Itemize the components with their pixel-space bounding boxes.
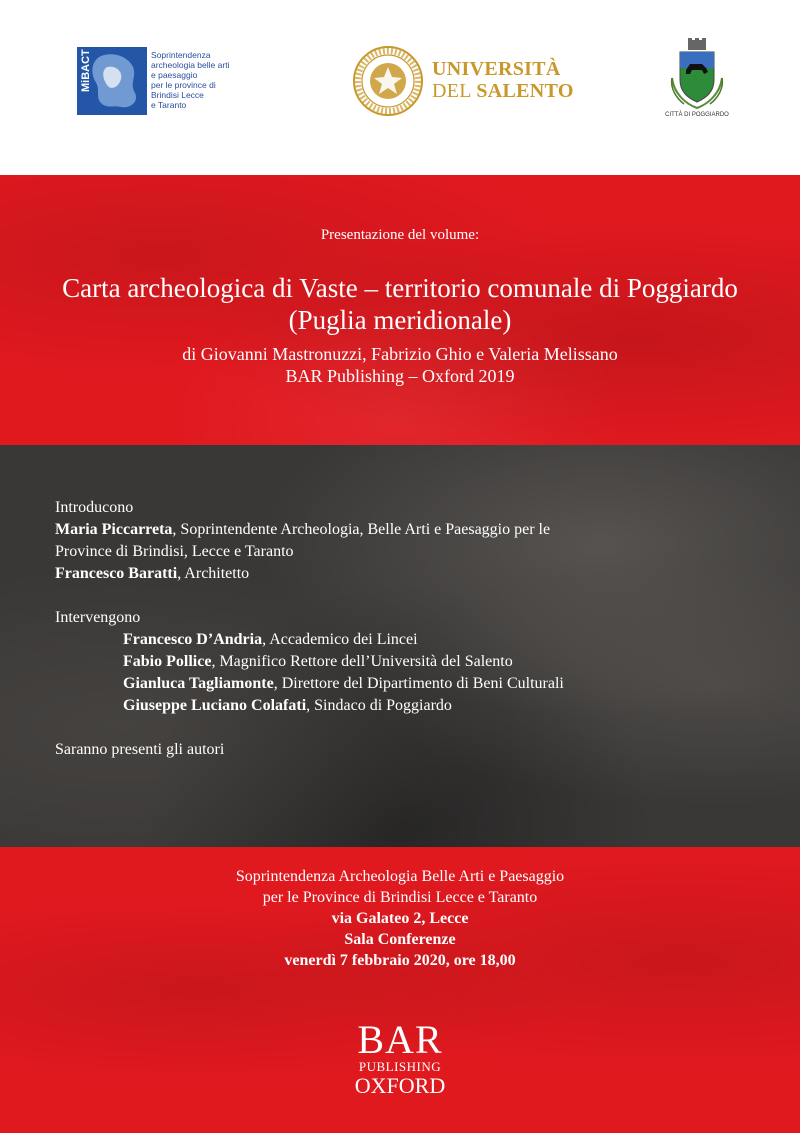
speaker-role: , Accademico dei Lincei — [262, 631, 418, 648]
venue-line1: Soprintendenza Archeologia Belle Arti e Paesaggio — [235, 868, 565, 885]
program — [55, 497, 775, 761]
event-datetime: venerdì 7 febbraio 2020, ore 18,00 — [284, 952, 516, 969]
closing-note: Saranno presenti gli autori — [55, 741, 225, 758]
speaker-role: , Direttore del Dipartimento di Beni Culturali — [273, 675, 564, 692]
speaker-name: Maria Piccarreta — [55, 521, 173, 538]
speaker-item — [55, 629, 775, 651]
mibact-text — [151, 50, 271, 110]
mibact-mark-icon — [77, 47, 147, 115]
venue-room: Sala Conferenze — [344, 931, 456, 948]
poggiardo-caption: CITTÀ DI POGGIARDO — [665, 112, 729, 118]
poggiardo-crest-icon — [662, 38, 732, 112]
speaker-name: Francesco D’Andria — [123, 631, 263, 648]
unisalento-logo — [352, 45, 582, 120]
intro-item — [55, 519, 775, 541]
speaker-name: Francesco Baratti — [55, 565, 178, 582]
speaker-name: Giuseppe Luciano Colafati — [123, 697, 307, 714]
book-publisher: BAR Publishing – Oxford 2019 — [285, 366, 515, 386]
speaker-item — [55, 651, 775, 673]
bar-logo-bar: BAR — [357, 1017, 443, 1062]
venue-line2: per le Province di Brindisi Lecce e Taranto — [262, 889, 538, 906]
bar-publishing-logo — [0, 1017, 800, 1098]
speaker-item — [55, 695, 775, 717]
mibact-line: e Taranto — [151, 100, 187, 110]
university-name — [432, 58, 574, 102]
poggiardo-logo — [662, 38, 732, 123]
mibact-line: Brindisi Lecce — [151, 90, 204, 100]
book-title-line2: (Puglia meridionale) — [288, 305, 512, 335]
book-title — [0, 272, 800, 336]
intro-item-continued: Province di Brindisi, Lecce e Taranto — [55, 543, 294, 560]
speaker-role: , Soprintendente Archeologia, Belle Arti e Paesaggio per le — [172, 521, 551, 538]
speaker-role: , Magnifico Rettore dell’Università del Salento — [211, 653, 513, 670]
mibact-line: archeologia belle arti — [151, 60, 230, 70]
university-name-line1: UNIVERSITÀ — [432, 58, 561, 80]
university-name-salento: SALENTO — [476, 80, 574, 102]
mibact-logo — [77, 47, 267, 117]
speaker-role: , Architetto — [177, 565, 250, 582]
bar-logo-oxford: OXFORD — [354, 1073, 446, 1098]
speakers-heading: Intervengono — [55, 609, 141, 626]
book-authors: di Giovanni Mastronuzzi, Fabrizio Ghio e Valeria Melissano — [182, 344, 618, 364]
university-name-del: DEL — [432, 80, 472, 102]
mibact-line: Soprintendenza — [151, 50, 211, 60]
presentation-label: Presentazione del volume: — [320, 227, 480, 243]
mibact-line: per le province di — [151, 80, 216, 90]
university-seal-icon — [352, 45, 424, 117]
speaker-role: , Sindaco di Poggiardo — [306, 697, 452, 714]
intro-item — [55, 563, 775, 585]
mibact-line: e paesaggio — [151, 70, 198, 80]
speaker-item — [55, 673, 775, 695]
mibact-mark-text: MiBACT — [80, 49, 92, 92]
venue-info — [0, 866, 800, 971]
book-credits — [0, 343, 800, 387]
venue-address: via Galateo 2, Lecce — [331, 910, 469, 927]
speaker-name: Fabio Pollice — [123, 653, 212, 670]
speaker-name: Gianluca Tagliamonte — [123, 675, 274, 692]
bar-logo-publishing: PUBLISHING — [358, 1059, 442, 1074]
header-logos — [0, 0, 800, 175]
intro-heading: Introducono — [55, 499, 134, 516]
book-title-line1: Carta archeologica di Vaste – territorio comunale di Poggiardo — [62, 273, 738, 303]
